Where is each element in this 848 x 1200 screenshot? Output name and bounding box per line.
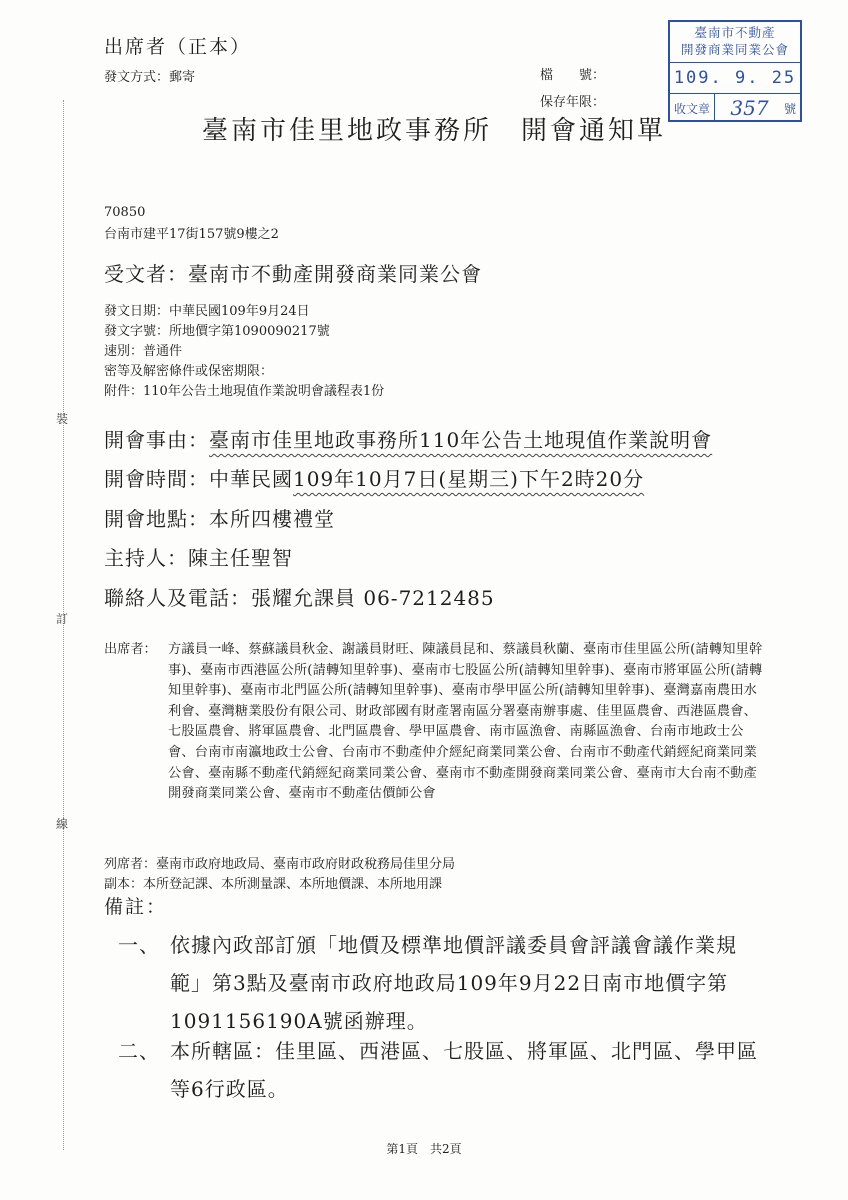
meeting-time-value: 109年10月7日(星期三)下午2時20分 (293, 467, 645, 491)
stamp-date: 109. 9. 25 (670, 63, 800, 94)
stamp-receipt-number: 357 (730, 96, 769, 120)
meeting-reason-value: 臺南市佳里地政事務所110年公告土地現值作業說明會 (209, 428, 713, 452)
stamp-org-line2: 開發商業同業公會 (680, 42, 789, 57)
page-indicator: 第1頁 共2頁 (386, 1142, 462, 1156)
meeting-place: 開會地點：本所四樓禮堂 (104, 507, 335, 531)
note-item (118, 1032, 768, 1108)
observers: 列席者：臺南市政府地政局、臺南市政府財政稅務局佳里分局 (104, 857, 456, 872)
stamp-receipt-suffix: 號 (783, 101, 796, 116)
copies: 副本：本所登記課、本所測量課、本所地價課、本所地用課 (104, 877, 443, 892)
meeting-chair: 主持人：陳主任聖智 (104, 546, 293, 570)
note-number: 一、 (118, 933, 160, 957)
speed-class: 速別：普通件 (104, 344, 183, 359)
attendees-list: 方議員一峰、蔡蘇議員秋金、謝議員財旺、陳議員昆和、蔡議員秋蘭、臺南市佳里區公所(請轉知里幹事)、臺南市西港區公所(請轉知里幹事)、臺南市七股區公所(請轉知里幹事)、臺南市將軍區公所(請轉知里幹事)、臺南市北門區公所(請轉知里幹事)、臺南市學甲區公所(請轉知里幹事)、臺灣嘉南農田水利會、臺灣糖業股份有限公司、財政部國有財產署南區分署臺南辦事處、佳里區農會、西港區農會、七股區農會、將軍區農會、北門區農會、學甲區農會、南市區漁會、南縣區漁會、台南市地政士公會、台南市南瀛地政士公會、台南市不動產仲介經紀商業同業公會、台南市不動產代銷經紀商業同業公會、臺南縣不動產代銷經紀商業同業公會、臺南市不動產開發商業同業公會、臺南市大台南不動產開發商業同業公會、臺南市不動產估價師公會 (168, 642, 763, 802)
document-number: 發文字號：所地價字第1090090217號 (104, 324, 330, 339)
notes-label: 備註： (104, 896, 168, 918)
postal-code: 70850 (104, 205, 146, 220)
meeting-contact: 聯絡人及電話：張耀允課員 06-7212485 (104, 586, 495, 610)
page-title: 臺南市佳里地政事務所 開會通知單 (202, 116, 667, 146)
faint-seal-imprint (544, 253, 755, 327)
note-text: 依據內政部訂頒「地價及標準地價評議委員會評議會議作業規範」第3點及臺南市政府地政局109年9月22日南市地價字第1091156190A號函辦理。 (170, 933, 737, 1033)
secrecy-condition: 密等及解密條件或保密期限： (104, 364, 274, 379)
retention-label: 保存年限： (540, 95, 606, 110)
file-number-label: 檔 號： (540, 68, 606, 83)
recipient: 受文者：臺南市不動產開發商業同業公會 (104, 262, 482, 286)
issue-date: 發文日期：中華民國109年9月24日 (104, 304, 310, 319)
street-address: 台南市建平17街157號9樓之2 (104, 227, 279, 242)
binding-mark-zhuang: 裝 (56, 412, 69, 426)
note-item (118, 926, 768, 1040)
binding-mark-xian: 線 (56, 817, 69, 831)
attachment: 附件：110年公告土地現值作業說明會議程表1份 (104, 384, 385, 399)
attendees-block (104, 640, 764, 805)
meeting-time (104, 463, 644, 492)
note-text: 本所轄區：佳里區、西港區、七股區、將軍區、北門區、學甲區等6行政區。 (170, 1039, 758, 1101)
meeting-reason (104, 424, 712, 453)
stamp-receipt-label: 收文章 (670, 94, 715, 122)
attendees-label: 出席者： (104, 642, 157, 657)
send-method: 發文方式：郵寄 (104, 70, 196, 85)
binding-mark-ding: 訂 (56, 612, 69, 626)
meeting-time-prefix: 中華民國 (209, 467, 293, 491)
stamp-org-line1: 臺南市不動產 (694, 25, 776, 40)
meeting-reason-label: 開會事由： (104, 428, 209, 452)
note-number: 二、 (118, 1039, 160, 1063)
receipt-stamp (668, 20, 802, 122)
meeting-time-label: 開會時間： (104, 467, 209, 491)
recipient-copy-label: 出席者（正本） (104, 36, 252, 58)
